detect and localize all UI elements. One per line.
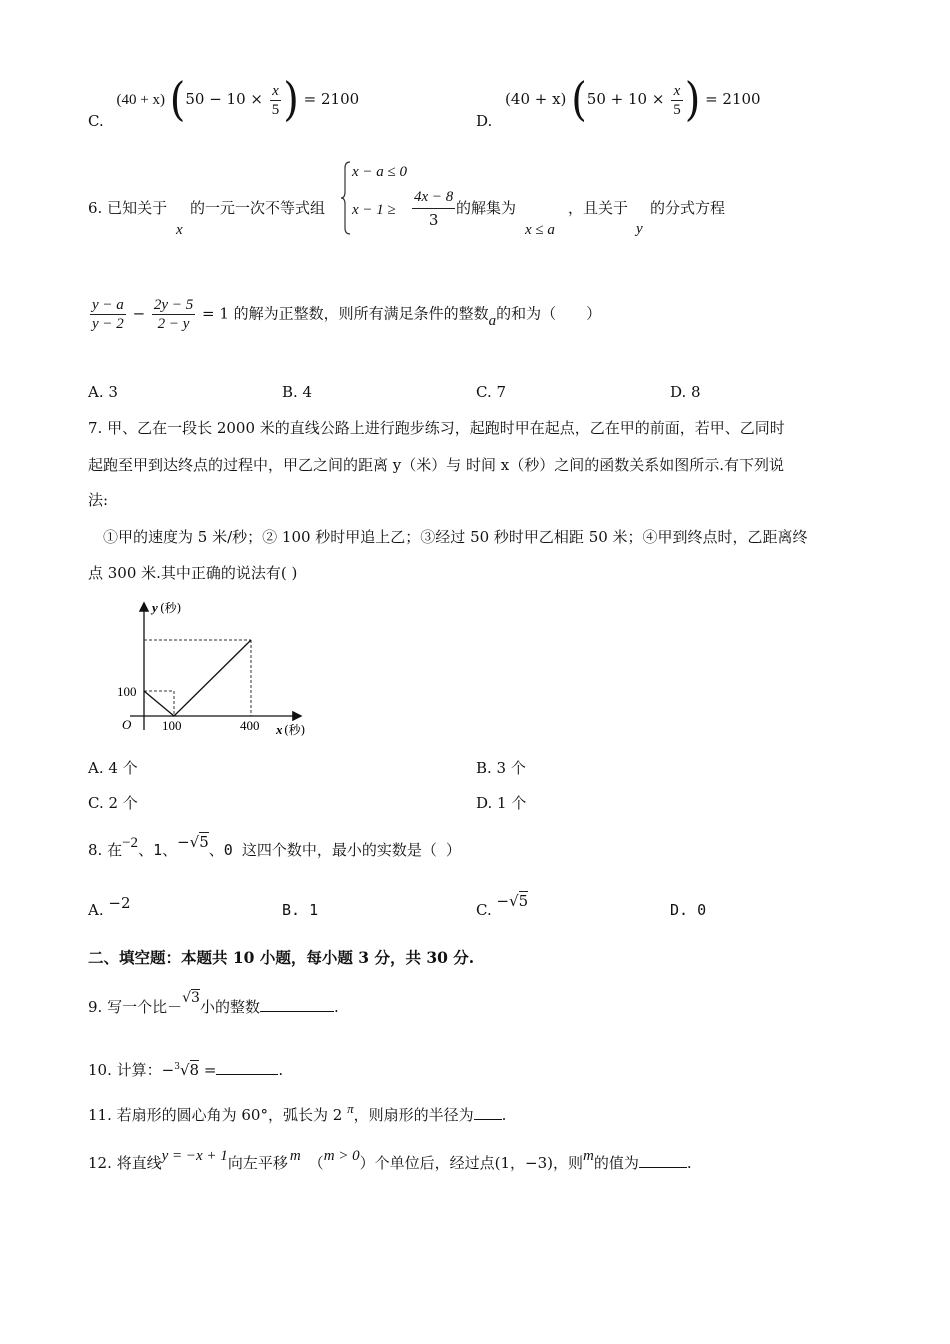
fraction: $\frac{x}{5}$ bbox=[673, 82, 681, 118]
x-tick-100: 100 bbox=[162, 718, 182, 733]
q6-var-a: a bbox=[488, 312, 497, 329]
q12-line-equation: y = −x + 1 bbox=[161, 1148, 228, 1164]
q6-var-y: y bbox=[636, 221, 643, 237]
q8-option-a[interactable]: A. −2 bbox=[88, 894, 131, 919]
q9-sqrt3: √3 bbox=[182, 990, 200, 1006]
q12-answer-blank[interactable] bbox=[639, 1167, 687, 1168]
q6-option-c[interactable]: C. 7 bbox=[476, 383, 507, 401]
q8-option-b[interactable]: B. 1 bbox=[282, 901, 319, 919]
q7-line3: 法: bbox=[88, 491, 109, 509]
q6-solution: x ≤ a bbox=[525, 222, 555, 238]
q5-option-d: D. (40 + x) (50 + 10 × $\frac{x}{5}$ ) = 2100 bbox=[476, 73, 761, 130]
q7-line5: 点 300 米.其中正确的说法有( ) bbox=[88, 564, 298, 582]
q6-tail2: 的和为（ ） bbox=[496, 304, 602, 323]
q6-mid1: 的一元一次不等式组 bbox=[190, 199, 326, 217]
q10: 10. 计算：−$^3$√8 = . bbox=[88, 1061, 284, 1079]
y-axis-unit: (秒) bbox=[160, 601, 182, 615]
fraction-2: $\frac{2y - 5}{2 - y}$ bbox=[153, 297, 194, 332]
q12: 12. 将直线y = −x + 1向左平移 m （m > 0）个单位后，经过点(1，−3)，则m的值为 . bbox=[88, 1148, 692, 1172]
q12-condition: m > 0 bbox=[323, 1148, 360, 1164]
y-axis-var: y bbox=[152, 600, 158, 615]
q7-line2: 起跑至甲到达终点的过程中，甲乙之间的距离 y（米）与 时间 x（秒）之间的函数关系如图所示.有下列说 bbox=[88, 456, 785, 474]
inequality-line1: x − a ≤ 0 bbox=[352, 164, 408, 180]
graph-line bbox=[144, 640, 251, 716]
expr-inner: 50 − 10 × bbox=[185, 90, 263, 108]
q8-num-neg2: −2 bbox=[122, 835, 139, 851]
q7-line1: 7. 甲、乙在一段长 2000 米的直线公路上进行跑步练习，起跑时甲在起点，乙在甲的前面，若甲、乙同时 bbox=[88, 419, 785, 437]
q7-option-b[interactable]: B. 3 个 bbox=[476, 759, 526, 777]
q6-var-x: x bbox=[176, 222, 183, 238]
q8-option-c[interactable]: C. −√5 bbox=[476, 892, 529, 919]
q8-num-neg-sqrt5: −√5 bbox=[177, 833, 209, 851]
expr-left: (40 + x) bbox=[116, 92, 165, 108]
q10-answer-blank[interactable] bbox=[216, 1074, 278, 1075]
fraction: $\frac{x}{5}$ bbox=[271, 82, 280, 118]
inequality-line2-left: x − 1 ≥ bbox=[352, 202, 396, 218]
q8-option-d[interactable]: D. 0 bbox=[670, 901, 707, 919]
q9: 9. 写一个比－√3小的整数 . bbox=[88, 990, 339, 1016]
q7-option-d[interactable]: D. 1 个 bbox=[476, 794, 527, 812]
expr-right: = 2100 bbox=[303, 90, 360, 108]
q6-mid3: ，且关于 bbox=[568, 199, 629, 217]
q7-function-graph bbox=[112, 596, 342, 746]
q7-line4: ①甲的速度为 5 米/秒；② 100 秒时甲追上乙；③经过 50 秒时甲乙相距 50 米；④甲到终点时，乙距离终 bbox=[103, 528, 808, 546]
x-axis-unit: (秒) bbox=[284, 723, 306, 737]
q9-answer-blank[interactable] bbox=[260, 1011, 334, 1012]
option-label: C. bbox=[88, 112, 104, 130]
section-2-heading: 二、填空题：本题共 10 小题，每小题 3 分，共 30 分. bbox=[88, 948, 475, 967]
expr-left: (40 + x) bbox=[505, 90, 567, 108]
q6-option-a[interactable]: A. 3 bbox=[88, 383, 118, 401]
q6-option-b[interactable]: B. 4 bbox=[282, 383, 313, 401]
q8-stem: 8. 在−2、1、−√5、0 这四个数中，最小的实数是（ ） bbox=[88, 833, 461, 859]
q6-tail: 的解为正整数，则所有满足条件的整数 bbox=[233, 304, 489, 323]
expr-inner: 50 + 10 × bbox=[586, 90, 665, 108]
expr-right: = 2100 bbox=[705, 90, 761, 108]
inequality-system bbox=[340, 158, 458, 238]
x-axis-var: x bbox=[276, 722, 283, 737]
q7-option-c[interactable]: C. 2 个 bbox=[88, 794, 138, 812]
fraction-1: $\frac{y - a}{y - 2}$ bbox=[92, 297, 124, 332]
q10-cube-root: −$^3$√8 bbox=[161, 1061, 200, 1079]
q7-option-a[interactable]: A. 4 个 bbox=[88, 759, 138, 777]
origin-label: O bbox=[122, 717, 132, 732]
x-tick-400: 400 bbox=[240, 718, 260, 733]
q6-prefix: 6. 已知关于 bbox=[88, 199, 168, 217]
q11-answer-blank[interactable] bbox=[474, 1119, 502, 1120]
q6-mid4: 的分式方程 bbox=[650, 199, 726, 217]
q6-fractional-equation: $\frac{y - a}{y - 2}$ − $\frac{2y - 5}{2 - y}$ = 1 的解为正整数，则所有满足条件的整数a的和为（ ） bbox=[92, 297, 602, 332]
q5-option-c: C. (40 + x) (50 − 10 × $\frac{x}{5}$ ) = 2100 bbox=[88, 73, 360, 130]
q6-option-d[interactable]: D. 8 bbox=[670, 383, 701, 401]
q11: 11. 若扇形的圆心角为 60°，弧长为 2 π，则扇形的半径为 . bbox=[88, 1101, 507, 1124]
option-label: D. bbox=[476, 112, 493, 130]
y-tick-100: 100 bbox=[117, 684, 137, 699]
inequality-fraction: 4x − 8 3 bbox=[412, 186, 455, 231]
q6-mid2: 的解集为 bbox=[456, 199, 517, 217]
